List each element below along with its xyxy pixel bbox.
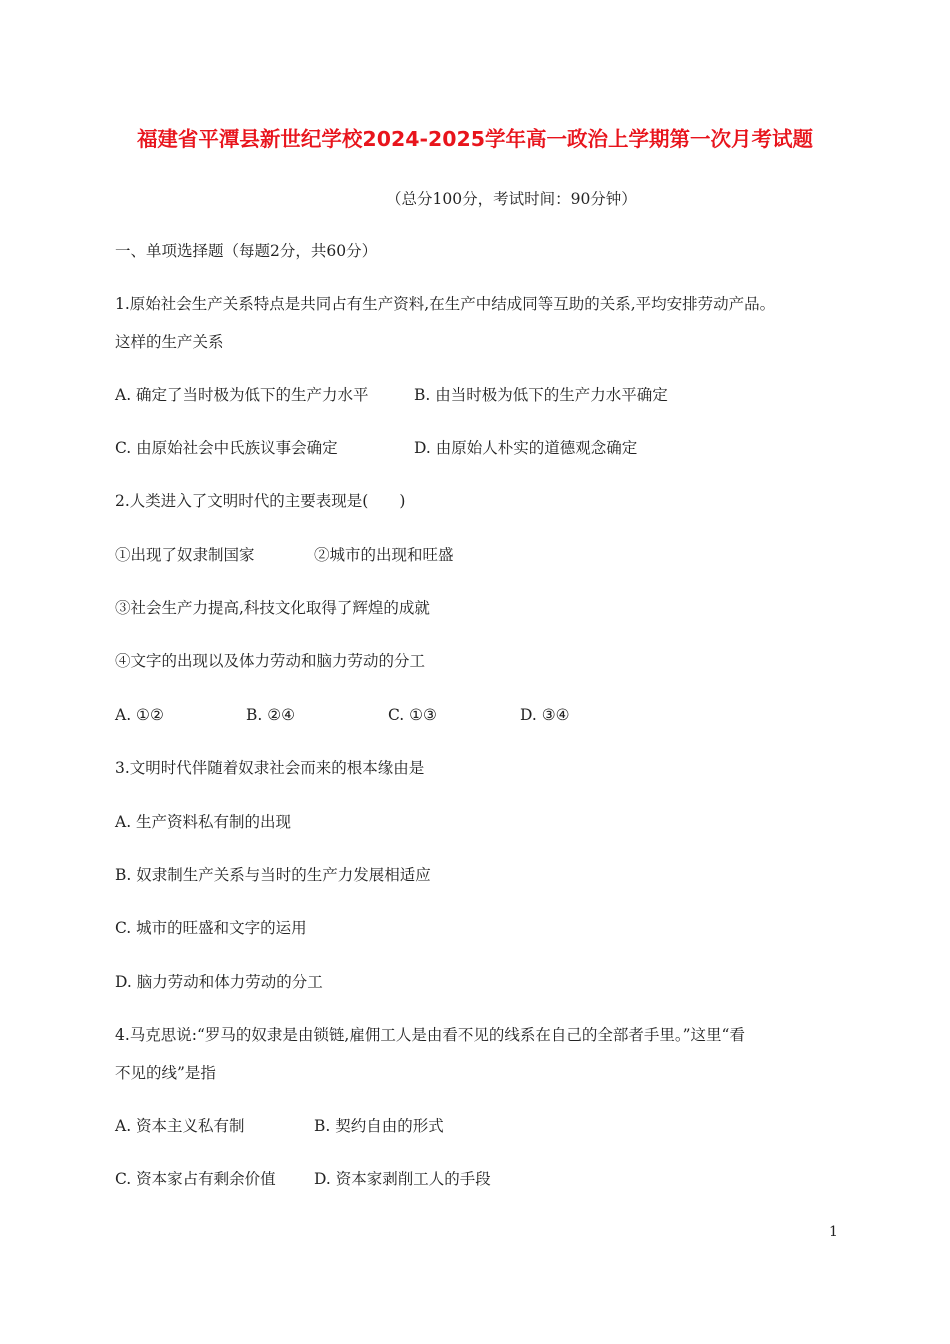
question-3-option-a: A. 生产资料私有制的出现 — [115, 813, 292, 831]
question-3-option-b: B. 奴隶制生产关系与当时的生产力发展相适应 — [115, 866, 431, 884]
question-3-option-d: D. 脑力劳动和体力劳动的分工 — [115, 973, 323, 991]
exam-info: （总分100分，考试时间：90分钟） — [386, 190, 637, 208]
question-4-option-d: D. 资本家剥削工人的手段 — [314, 1170, 491, 1188]
question-1-option-c: C. 由原始社会中氏族议事会确定 — [115, 439, 338, 457]
question-2-option-b: B. ②④ — [246, 706, 296, 724]
question-4-stem: 4.马克思说:“罗马的奴隶是由锁链,雇佣工人是由看不见的线系在自己的全部者手里。”这里“看 — [115, 1026, 745, 1044]
question-1-stem: 1.原始社会生产关系特点是共同占有生产资料,在生产中结成同等互助的关系,平均安排劳动产品。 — [115, 295, 776, 313]
question-2-item-2: ②城市的出现和旺盛 — [314, 546, 454, 564]
question-2-option-d: D. ③④ — [520, 706, 570, 724]
question-4-stem-cont: 不见的线”是指 — [115, 1064, 216, 1082]
question-2-stem: 2.人类进入了文明时代的主要表现是( ) — [115, 492, 406, 510]
question-1-option-a: A. 确定了当时极为低下的生产力水平 — [115, 386, 369, 404]
question-2-option-a: A. ①② — [115, 706, 164, 724]
page-title: 福建省平潭县新世纪学校2024-2025学年高一政治上学期第一次月考试题 — [136, 127, 814, 151]
section-heading: 一、单项选择题（每题2分，共60分） — [115, 242, 378, 260]
question-3-stem: 3.文明时代伴随着奴隶社会而来的根本缘由是 — [115, 759, 425, 777]
question-4-option-b: B. 契约自由的形式 — [314, 1117, 444, 1135]
question-2-item-3: ③社会生产力提高,科技文化取得了辉煌的成就 — [115, 599, 430, 617]
question-2-item-1: ①出现了奴隶制国家 — [115, 546, 255, 564]
question-3-option-c: C. 城市的旺盛和文字的运用 — [115, 919, 307, 937]
question-1-option-d: D. 由原始人朴实的道德观念确定 — [414, 439, 638, 457]
question-4-option-c: C. 资本家占有剩余价值 — [115, 1170, 276, 1188]
question-2-option-c: C. ①③ — [388, 706, 437, 724]
question-2-item-4: ④文字的出现以及体力劳动和脑力劳动的分工 — [115, 652, 426, 670]
question-1-option-b: B. 由当时极为低下的生产力水平确定 — [414, 386, 668, 404]
question-4-option-a: A. 资本主义私有制 — [115, 1117, 245, 1135]
page-number: 1 — [829, 1224, 838, 1240]
question-1-stem-cont: 这样的生产关系 — [115, 333, 224, 351]
